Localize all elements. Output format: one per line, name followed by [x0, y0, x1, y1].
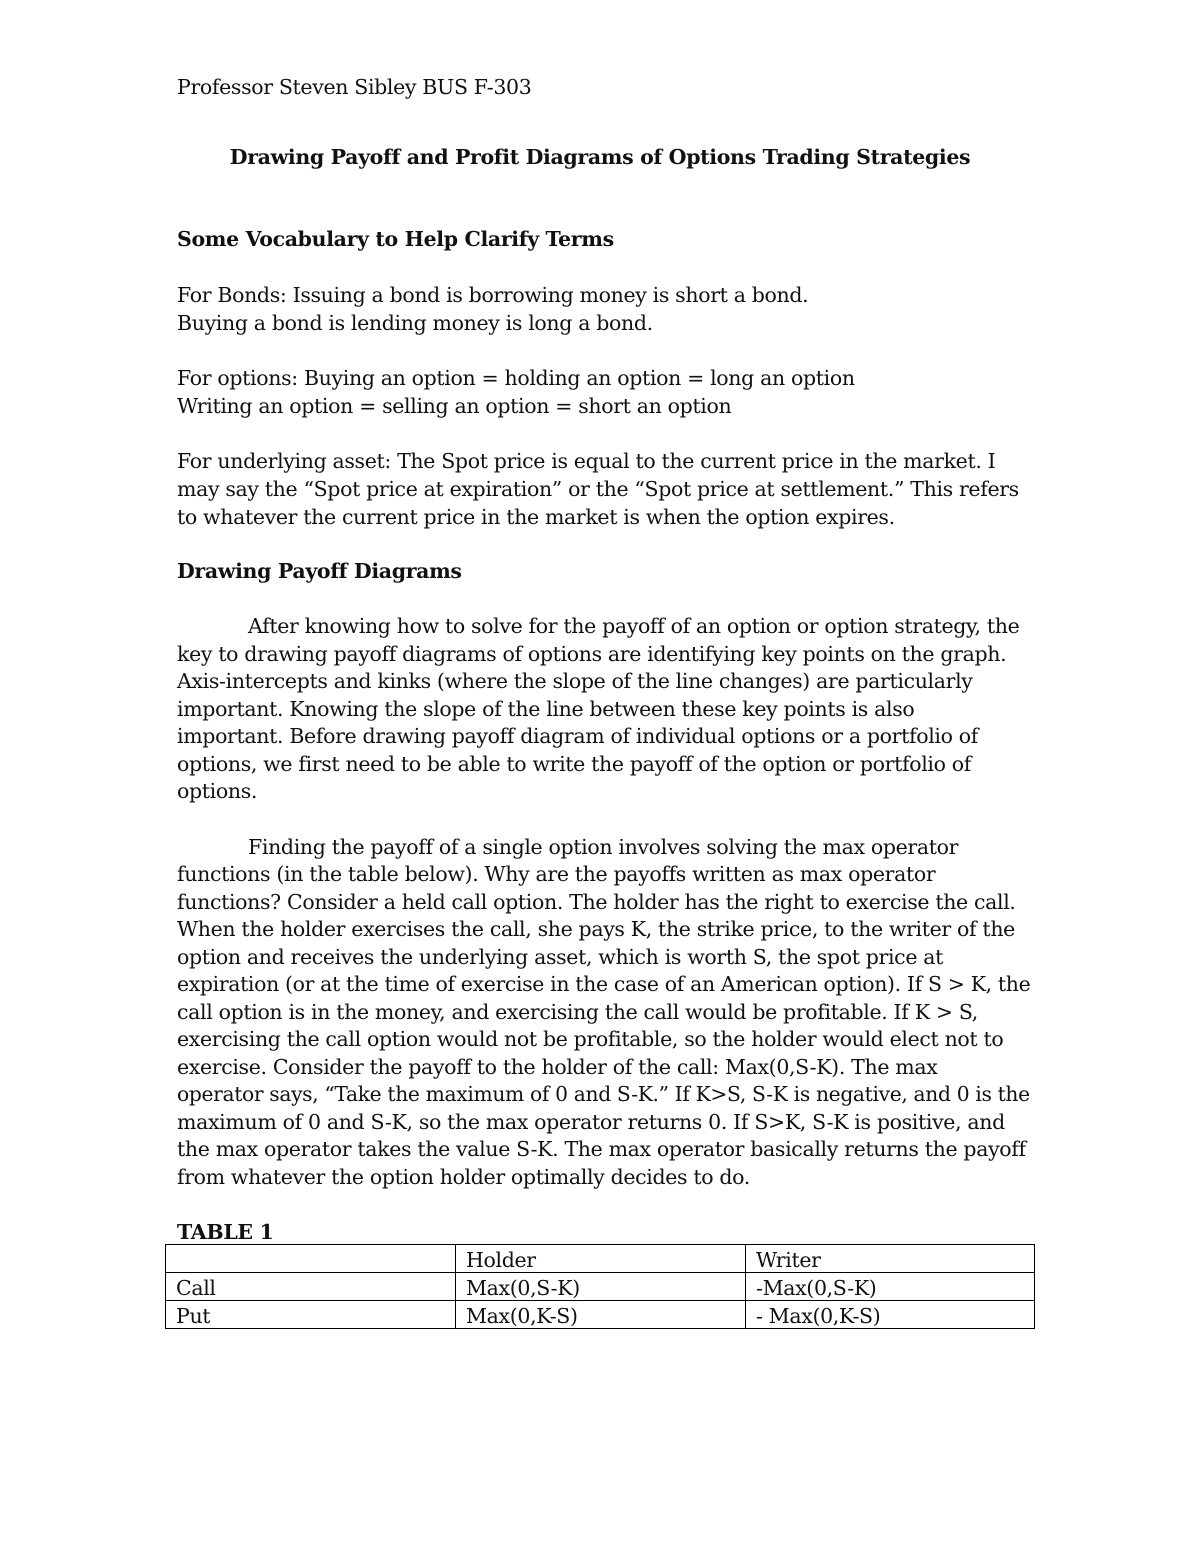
table-header-row: [166, 1245, 1035, 1273]
table-header-cell: Holder: [456, 1245, 746, 1273]
payoff-table: [165, 1244, 1035, 1329]
paragraph-line: expiration (or at the time of exercise in the case of an American option). If S > K, the: [177, 972, 1031, 996]
payoff-heading: Drawing Payoff Diagrams: [177, 559, 462, 583]
paragraph-line: important. Knowing the slope of the line between these key points is also: [177, 697, 915, 721]
vocab-bonds-line: Buying a bond is lending money is long a bond.: [177, 311, 653, 335]
vocab-underlying-line: For underlying asset: The Spot price is equal to the current price in the market. I: [177, 449, 996, 473]
table-label: TABLE 1: [177, 1220, 274, 1244]
table-header-cell: Writer: [746, 1245, 1035, 1273]
vocab-bonds-line: For Bonds: Issuing a bond is borrowing money is short a bond.: [177, 283, 809, 307]
table-header-cell: [166, 1245, 456, 1273]
paragraph-line: Axis-intercepts and kinks (where the slope of the line changes) are particularly: [177, 669, 973, 693]
table-cell: Call: [166, 1273, 456, 1301]
table-row: [166, 1301, 1035, 1329]
vocab-underlying-line: to whatever the current price in the market is when the option expires.: [177, 505, 895, 529]
paragraph-line: After knowing how to solve for the payoff of an option or option strategy, the: [248, 614, 1020, 638]
paragraph-line: exercising the call option would not be profitable, so the holder would elect not to: [177, 1027, 1004, 1051]
table-cell: Max(0,K-S): [456, 1301, 746, 1329]
paragraph-line: key to drawing payoff diagrams of options are identifying key points on the graph.: [177, 642, 1007, 666]
paragraph-line: functions? Consider a held call option. The holder has the right to exercise the call.: [177, 890, 1016, 914]
paragraph-line: functions (in the table below). Why are the payoffs written as max operator: [177, 862, 936, 886]
paragraph-line: When the holder exercises the call, she pays K, the strike price, to the writer of the: [177, 917, 1015, 941]
paragraph-line: options, we first need to be able to write the payoff of the option or portfolio of: [177, 752, 972, 776]
vocab-options-line: For options: Buying an option = holding an option = long an option: [177, 366, 855, 390]
paragraph-line: call option is in the money, and exercising the call would be profitable. If K > S,: [177, 1000, 978, 1024]
paragraph-line: from whatever the option holder optimally decides to do.: [177, 1165, 750, 1189]
table-row: [166, 1273, 1035, 1301]
paragraph-line: maximum of 0 and S-K, so the max operator returns 0. If S>K, S-K is positive, and: [177, 1110, 1005, 1134]
table-cell: - Max(0,K-S): [746, 1301, 1035, 1329]
vocab-underlying-line: may say the “Spot price at expiration” or the “Spot price at settlement.” This refers: [177, 477, 1019, 501]
paragraph-line: options.: [177, 779, 258, 803]
paragraph-line: operator says, “Take the maximum of 0 and S-K.” If K>S, S-K is negative, and 0 is the: [177, 1082, 1030, 1106]
table-cell: Put: [166, 1301, 456, 1329]
page-header: Professor Steven Sibley BUS F-303: [177, 75, 532, 99]
table-cell: Max(0,S-K): [456, 1273, 746, 1301]
paragraph-line: important. Before drawing payoff diagram of individual options or a portfolio of: [177, 724, 979, 748]
vocab-options-line: Writing an option = selling an option = short an option: [177, 394, 732, 418]
vocab-heading: Some Vocabulary to Help Clarify Terms: [177, 227, 614, 251]
paragraph-line: exercise. Consider the payoff to the holder of the call: Max(0,S-K). The max: [177, 1055, 938, 1079]
paragraph-line: Finding the payoff of a single option involves solving the max operator: [248, 835, 959, 859]
paragraph-line: the max operator takes the value S-K. The max operator basically returns the payoff: [177, 1137, 1026, 1161]
table-cell: -Max(0,S-K): [746, 1273, 1035, 1301]
document-title: Drawing Payoff and Profit Diagrams of Options Trading Strategies: [229, 145, 971, 169]
paragraph-line: option and receives the underlying asset, which is worth S, the spot price at: [177, 945, 944, 969]
